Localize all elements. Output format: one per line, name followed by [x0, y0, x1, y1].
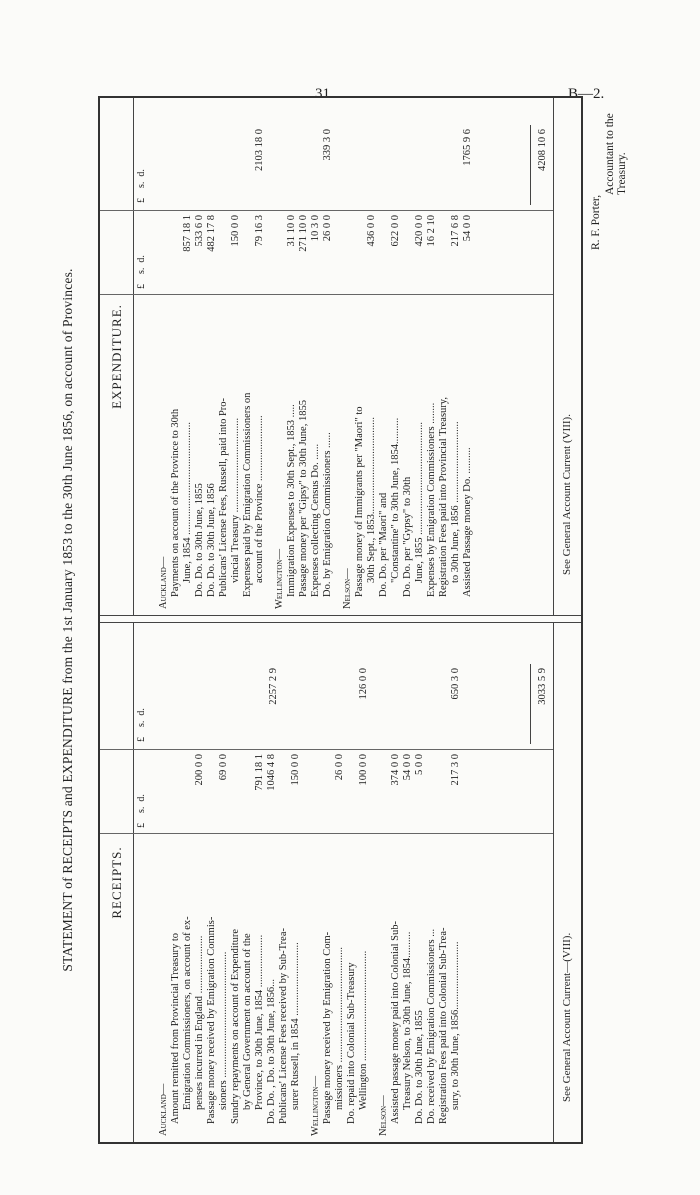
expenditure-total: 4208 10 6 — [537, 129, 548, 171]
receipt-line: Passage money received by Emigration Commis- — [206, 916, 217, 1124]
receipt-amount: 374 0 0 — [390, 754, 401, 786]
receipt-amount: 150 0 0 — [290, 754, 301, 786]
expenditure-amount: 79 16 3 — [254, 215, 265, 247]
expenditure-line: June, 1855 ........................................... — [414, 422, 425, 583]
receipt-line: Do. received by Emigration Commissioners ... — [426, 928, 437, 1124]
expenditure-unit-shillings: s. — [136, 267, 147, 274]
expenditure-line: to 30th June, 1856 ............................... — [450, 421, 461, 583]
page-number: 31 — [315, 86, 330, 102]
expenditure-footer-row — [553, 98, 581, 615]
receipts-section — [100, 622, 581, 1142]
expenditure-section — [100, 98, 581, 616]
expenditure-line: Expenses collecting Census Do. ...... — [310, 443, 321, 597]
expenditure-amount: 857 18 1 — [182, 215, 193, 252]
expenditure-subtotal: 339 3 0 — [322, 129, 333, 161]
expenditure-amount: 217 6 8 — [450, 215, 461, 247]
receipt-line: Auckland— — [158, 1083, 169, 1136]
receipt-line: surer Russell, in 1854 ............................ — [290, 942, 301, 1110]
expenditure-amount: 54 0 0 — [462, 215, 473, 242]
expenditure-line: Do. Do. per "Maori" and — [378, 492, 389, 597]
receipt-amount: 1046 4 8 — [266, 754, 277, 791]
receipt-amount: 5 0 0 — [414, 754, 425, 775]
receipt-line: sury, to 30th June, 1856.......................... — [450, 941, 461, 1110]
expenditure-amount: 10 3 0 — [310, 215, 321, 242]
page-reference: B—2. — [568, 86, 605, 102]
expenditure-line: Do. Do. to 30th June, 1856 — [206, 483, 217, 597]
receipt-line: Do. repaid into Colonial Sub-Treasury — [346, 962, 357, 1124]
receipt-amount: 200 0 0 — [194, 754, 205, 786]
expenditure-line: 30th Sept., 1853..................................... — [366, 417, 377, 583]
receipt-line: Province, to 30th June, 1854 .................... — [254, 934, 265, 1110]
expenditure-amount: 622 0 0 — [390, 215, 401, 247]
expenditure-line: Payments on account of the Province to 30th — [170, 408, 181, 597]
expenditure-line: June, 1854 ........................................... — [182, 422, 193, 583]
expenditure-line: Immigration Expenses to 30th Sept., 1853 ..... — [286, 404, 297, 597]
receipt-amount: 26 0 0 — [334, 754, 345, 781]
expenditure-line: Expenses paid by Emigration Commissioners on — [242, 392, 253, 597]
expenditure-amount: 533 6 0 — [194, 215, 205, 247]
expenditure-line: Do. by Emigration Commissioners ...... — [322, 432, 333, 597]
expenditure-amount: 271 10 0 — [298, 215, 309, 252]
receipt-subtotal: 650 3 0 — [450, 668, 461, 700]
receipt-line: Treasury Nelson, to 30th June, 1854.......... — [402, 931, 413, 1110]
receipt-line: Publicans' License Fees received by Sub-Trea- — [278, 928, 289, 1124]
receipts-unit-pounds-2: £ — [136, 737, 147, 742]
receipts-unit-pounds: £ — [136, 823, 147, 828]
receipt-line: Sundry repayments on account of Expenditure — [230, 928, 241, 1124]
expenditure-line: Do. Do. to 30th June, 1855 — [194, 483, 205, 597]
receipt-line: Nelson— — [378, 1095, 389, 1136]
receipts-heading: RECEIPTS. — [100, 623, 134, 1142]
statement-title: STATEMENT of RECEIPTS and EXPENDITURE from the 1st January 1853 to the 30th June 1856, on account of Provinces. — [60, 268, 75, 972]
receipt-line: Do. Do. , Do. to 30th June, 1856... — [266, 979, 277, 1124]
expenditure-line: account of the Province ......................... — [254, 415, 265, 583]
receipts-footer-row — [553, 623, 581, 1142]
expenditure-line: Do. Do. per "Gypsy" to 30th — [402, 476, 413, 597]
expenditure-amount: 482 17 8 — [206, 215, 217, 252]
expenditure-line: vincial Treasury .................................... — [230, 417, 241, 583]
expenditure-subtotal: 2103 18 0 — [254, 129, 265, 171]
expenditure-line: Registration Fees paid into Provincial Treasury, — [438, 397, 449, 597]
receipt-amount: 54 0 0 — [402, 754, 413, 781]
receipts-unit-pence: d. — [136, 794, 147, 802]
expenditure-unit-pounds: £ — [136, 284, 147, 289]
receipt-line: Registration Fees paid into Colonial Sub-Trea- — [438, 927, 449, 1124]
expenditure-line: Nelson— — [342, 568, 353, 609]
receipt-amount: 791 18 1 — [254, 754, 265, 791]
receipt-line: Assisted passage money paid into Colonial Sub- — [390, 921, 401, 1124]
receipt-total: 3033 5 9 — [537, 668, 548, 705]
expenditure-line: Wellington— — [274, 549, 285, 609]
receipt-line: sioners ................................................ — [218, 951, 229, 1110]
receipt-line: Amount remitted from Provincial Treasury to — [170, 932, 181, 1124]
expenditure-heading: EXPENDITURE. — [100, 98, 134, 615]
receipt-line: Wellington .......................................... — [358, 950, 369, 1110]
expenditure-unit-pence-2: d. — [136, 169, 147, 177]
expenditure-unit-pounds-2: £ — [136, 198, 147, 203]
receipts-footer: See General Account Current—(VIII). — [561, 932, 573, 1102]
receipts-unit-shillings-2: s. — [136, 720, 147, 727]
expenditure-amount: 26 0 0 — [322, 215, 333, 242]
receipt-line: Passage money received by Emigration Com- — [322, 931, 333, 1124]
expenditure-unit-pence: d. — [136, 255, 147, 263]
rotated-statement — [50, 90, 628, 1150]
statement-table — [98, 96, 583, 1144]
receipts-unit-shillings: s. — [136, 806, 147, 813]
expenditure-amount: 420 0 0 — [414, 215, 425, 247]
expenditure-footer: See General Account Current (VIII). — [561, 414, 573, 575]
expenditure-amount: 150 0 0 — [230, 215, 241, 247]
signature-name: R. F. Porter, — [590, 194, 602, 250]
receipts-unit-pence-2: d. — [136, 708, 147, 716]
expenditure-amount: 16 2 10 — [426, 215, 437, 247]
expenditure-line: Publicans' License Fees, Russell, paid into Pro- — [218, 397, 229, 597]
receipt-subtotal: 126 0 0 — [358, 668, 369, 700]
receipt-amount: 217 3 0 — [450, 754, 461, 786]
expenditure-amount: 31 10 0 — [286, 215, 297, 247]
signature-title: Accountant to the Treasury. — [604, 113, 628, 195]
receipt-line: by General Government on account of the — [242, 933, 253, 1110]
expenditure-amount: 436 0 0 — [366, 215, 377, 247]
receipt-line: Emigration Commissioners, on account of ex- — [182, 916, 193, 1110]
expenditure-line: Auckland— — [158, 556, 169, 609]
receipt-line: Wellington— — [310, 1076, 321, 1136]
expenditure-line: Expenses by Emigration Commissioners ........ — [426, 402, 437, 597]
receipt-line: missioners ............................................ — [334, 946, 345, 1110]
receipt-subtotal: 2257 2 9 — [268, 668, 279, 705]
expenditure-line: Passage money of Immigrants per "Maori" to — [354, 406, 365, 597]
expenditure-line: "Constantine" to 30th June, 1854.......... — [390, 417, 401, 583]
receipt-line: penses incurred in England ...................... — [194, 935, 205, 1110]
expenditure-line: Assisted Passage money Do. .......... — [462, 447, 473, 597]
receipt-amount: 69 0 0 — [218, 754, 229, 781]
receipt-amount: 100 0 0 — [358, 754, 369, 786]
expenditure-unit-shillings-2: s. — [136, 181, 147, 188]
expenditure-line: Passage money per "Gipsy" to 30th June, 1855 — [298, 400, 309, 597]
expenditure-subtotal: 1765 9 6 — [462, 129, 473, 166]
receipt-line: Do. Do. to 30th June, 1855 — [414, 1010, 425, 1124]
